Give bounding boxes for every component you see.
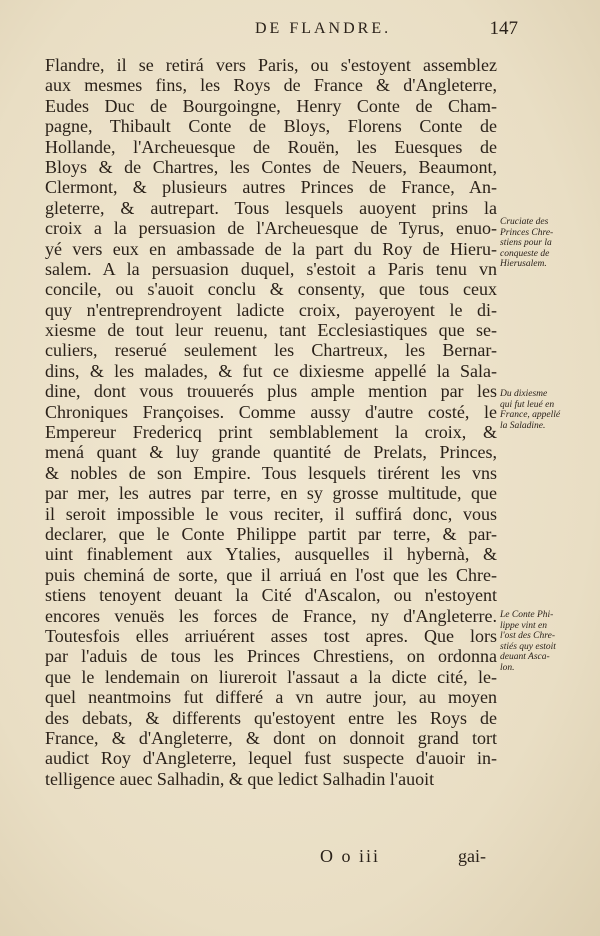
text-line: Flandre, il se retirá vers Paris, ou s'estoyent assemblez — [45, 55, 497, 75]
text-line: telligence auec Salhadin, & que ledict Salhadin l'auoit — [45, 768, 435, 789]
text-line: Eudes Duc de Bourgoingne, Henry Conte de Cham- — [45, 95, 497, 116]
margin-note-line: lon. — [500, 662, 515, 673]
margin-note-saladine — [500, 389, 596, 431]
text-line: dins, & les malades, & fut ce dixiesme appellé la Sala- — [45, 360, 497, 381]
margin-note-line: Princes Chre- — [500, 227, 554, 238]
page-number: 147 — [489, 18, 518, 39]
margin-note-line: France, appellé — [500, 410, 561, 420]
text-line: audict Roy d'Angleterre, lequel fust suspecte d'auoir in- — [45, 748, 497, 769]
margin-note-line: stiés quy estoit — [500, 641, 556, 652]
text-line: puis cheminá de sorte, que il arriuá en l'ost que les Chre- — [45, 564, 497, 585]
text-line: encores venuës les forces de France, ny d'Angleterre. — [45, 605, 497, 626]
text-line: dine, dont vous trouuerés plus ample mention par les — [45, 381, 497, 402]
text-line: culiers, reserué seulement les Chartreux, les Bernar- — [45, 340, 497, 361]
margin-note-line: conqueste de — [500, 248, 550, 259]
text-line: yé vers eux en ambassade de la part du Roy de Hieru- — [45, 238, 497, 259]
text-line: declarer, que le Conte Philippe partit par terre, & par- — [45, 523, 497, 544]
text-line: & nobles de son Empire. Tous lesquels tirérent les vns — [45, 462, 497, 483]
main-text-column — [45, 55, 497, 789]
text-line: Toutesfois elles arriuérent asses tost apres. Que lors — [45, 625, 497, 646]
signature-mark: O o iii — [320, 846, 381, 866]
text-line: stiens tenoyent deuant la Cité d'Ascalon, ou n'estoyent — [45, 585, 497, 606]
page-header — [40, 18, 560, 46]
text-line: Bloys & de Chartres, les Contes de Neuers, Beaumont, — [45, 156, 497, 177]
text-line: quel neantmoins fut differé a vn autre jour, au moyen — [45, 687, 497, 708]
text-line: aux mesmes fins, les Roys de France & d'Angleterre, — [45, 75, 497, 96]
text-line: croix a la persuasion de l'Archeuesque de Tyrus, enuo- — [45, 218, 497, 239]
text-line: Empereur Fredericq print semblablement la croix, & — [45, 422, 497, 443]
text-line: mená quant & luy grande quantité de Prelats, Princes, — [45, 442, 497, 463]
margin-note-crusade — [500, 217, 596, 270]
text-line: xiesme de tout leur reuenu, tant Ecclesiastiques que se- — [45, 320, 497, 341]
text-line: des debats, & differents qu'estoyent entre les Roys de — [45, 707, 497, 728]
text-line: quy n'entreprendroyent ladicte croix, payeroyent le di- — [45, 299, 497, 320]
catchword: gai- — [458, 846, 486, 866]
text-line: concile, ou s'auoit conclu & consenty, que tous ceux — [45, 279, 497, 300]
text-line: que le lendemain on liureroit l'assaut a la dicte cité, le- — [45, 666, 497, 687]
margin-note-line: deuant Asca- — [500, 652, 550, 662]
margin-note-conte-philippe — [500, 610, 596, 673]
margin-note-line: qui fut leué en — [500, 399, 555, 410]
running-title: DE FLANDRE. — [255, 20, 392, 37]
margin-note-line: Le Conte Phi- — [500, 610, 554, 620]
margin-note-line: Du dixiesme — [500, 389, 548, 399]
text-line: par mer, les autres par terre, en sy grosse multitude, que — [45, 483, 497, 504]
margin-note-line: stiens pour la — [500, 238, 552, 248]
text-line: il seroit impossible le vous reciter, il suffirá donc, vous — [45, 503, 497, 524]
text-line: par l'aduis de tous les Princes Chrestiens, on ordonna — [45, 646, 497, 667]
text-line: pagne, Thibault Conte de Bloys, Florens Conte de — [45, 116, 497, 137]
text-line: Hollande, l'Archeuesque de Rouën, les Euesques de — [45, 136, 497, 157]
text-line: uint finablement aux Ytalies, ausquelles il hybernà, & — [45, 544, 497, 565]
text-line: Clermont, & plusieurs autres Princes de France, An- — [45, 177, 497, 198]
text-line: France, & d'Angleterre, & dont on donnoit grand tort — [45, 727, 497, 748]
text-line: Chroniques Françoises. Comme aussy d'autre costé, le — [45, 401, 497, 422]
margin-note-line: la Saladine. — [500, 420, 546, 431]
text-line: gleterre, & autrepart. Tous lesquels auoyent prins la — [45, 197, 497, 218]
margin-note-line: l'ost des Chre- — [500, 631, 555, 641]
margin-note-line: lippe vint en — [500, 620, 547, 631]
margin-note-line: Hierusalem. — [500, 259, 547, 269]
margin-note-line: Cruciate des — [500, 217, 549, 227]
text-line: salem. A la persuasion duquel, s'estoit a Paris tenu vn — [45, 258, 497, 279]
